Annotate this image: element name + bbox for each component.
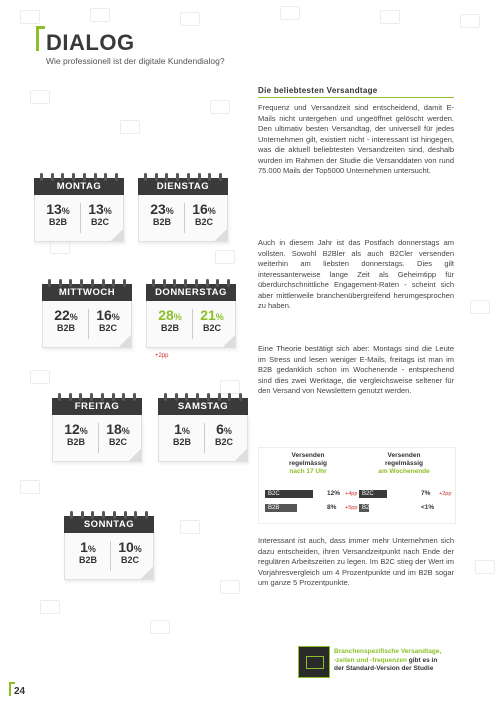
calendar-donnerstag: [146, 284, 236, 359]
b2c-label: B2C: [90, 217, 109, 227]
b2c-value: 16%: [192, 201, 216, 217]
envelope-icon: [298, 646, 330, 678]
b2b-label: B2B: [152, 217, 171, 227]
paragraph-3: Eine Theorie bestätigt sich aber: Montags sind die Leute im Stress und lesen weniger E-Mails, freitags ist man im B2B gedanklich schon im Wochenende - entsprechend sind dies zwei Werktage, die vergleichsweise seltener für den Versand von Newslettern genutzt werden.: [258, 344, 454, 395]
title-bracket: [36, 26, 45, 51]
b2b-value: 22%: [54, 307, 78, 323]
stat-bar: B2B: [359, 504, 369, 512]
b2b-value: 23%: [150, 201, 174, 217]
b2c-value: 13%: [88, 201, 112, 217]
b2c-label: B2C: [98, 323, 117, 333]
b2b-value: 1%: [174, 421, 190, 437]
page-title: DIALOG: [46, 30, 135, 55]
stats-left-title: Versenden regelmässig nach 17 Uhr: [289, 452, 327, 475]
b2c-label: B2C: [214, 437, 233, 447]
stat-value: 8%: [327, 504, 337, 511]
b2c-label: B2C: [120, 555, 139, 565]
calendar-day-label: SONNTAG: [64, 516, 154, 533]
b2c-label: B2C: [202, 323, 221, 333]
calendar-day-label: FREITAG: [52, 398, 142, 415]
b2b-label: B2B: [56, 323, 75, 333]
b2b-label: B2B: [78, 555, 97, 565]
b2b-label: B2B: [172, 437, 191, 447]
stat-value: <1%: [421, 504, 435, 511]
stats-panel: [258, 447, 456, 524]
b2b-label: B2B: [48, 217, 67, 227]
stat-delta: +2pp: [439, 491, 452, 497]
b2c-label: B2C: [108, 437, 127, 447]
teaser-text: Branchenspezifische Versandtage, -zeiten und -frequenzen gibt es in der Standard-Version der Studie: [334, 648, 442, 672]
b2c-value: 10%: [118, 539, 142, 555]
section-heading: Die beliebtesten Versandtage: [258, 86, 378, 95]
calendar-day-label: DIENSTAG: [138, 178, 228, 195]
calendar-day-label: SAMSTAG: [158, 398, 248, 415]
b2c-value: 21%: [200, 307, 224, 323]
study-teaser: [298, 646, 454, 678]
b2c-value: 18%: [106, 421, 130, 437]
calendar-day-label: MITTWOCH: [42, 284, 132, 301]
b2b-label: B2B: [66, 437, 85, 447]
calendar-mittwoch: [42, 284, 132, 348]
stat-bar: B2C: [265, 490, 313, 498]
stat-delta: +4pp: [345, 491, 358, 497]
calendar-montag: [34, 178, 124, 242]
page-number: 24: [14, 686, 26, 697]
paragraph-4: Interessant ist auch, dass immer mehr Unternehmen sich dazu entscheiden, ihren Versandzeitpunkt nach Ende der regulären Arbeitszeiten zu legen. Im B2C stieg der Wert im Vorjahresvergleich um 4 Prozentpunkte und im B2B sogar um ganze 5 Prozentpunkte.: [258, 536, 454, 587]
calendar-dienstag: [138, 178, 228, 242]
paragraph-2: Auch in diesem Jahr ist das Postfach donnerstags am vollsten. Sowohl B2Bler als auch B2Cler versenden weiterhin am liebsten donnerstags. Dies gilt interessanterweise lange Zeit als Geheimtipp für überdurchschnittliche Engagement-Raten - scheint sich aber mittlerweile branchenübergreifend herumgesprochen zu haben.: [258, 238, 454, 310]
stat-delta: +5pp: [345, 505, 358, 511]
calendar-freitag: [52, 398, 142, 462]
paragraph-1: Frequenz und Versandzeit sind entscheidend, damit E-Mails nicht untergehen und ungeöffnet gelöscht werden. Den ultimativ besten Versandtag, der universell für jedes Unternehmen gilt, existiert nicht - interessant ist hingegen, was die aktuell beliebtesten Versandzeiten sind, deshalb wurden im Rahmen der Studie die Versanddaten von rund 75.000 Mails der Top5000 Unternehmen untersucht.: [258, 103, 454, 175]
calendar-day-label: MONTAG: [34, 178, 124, 195]
b2b-label: B2B: [160, 323, 179, 333]
stats-right-title: Versenden regelmässig am Wochenende: [378, 452, 430, 475]
calendar-samstag: [158, 398, 248, 462]
stat-bar: B2C: [359, 490, 387, 498]
heading-divider: [258, 97, 454, 98]
stat-value: 7%: [421, 490, 431, 497]
calendar-day-label: DONNERSTAG: [146, 284, 236, 301]
b2b-value: 28%: [158, 307, 182, 323]
b2b-value: 13%: [46, 201, 70, 217]
b2c-value: 16%: [96, 307, 120, 323]
b2c-value: 6%: [216, 421, 232, 437]
stat-value: 12%: [327, 490, 341, 497]
change-note: +2pp: [155, 353, 169, 359]
calendar-sonntag: [64, 516, 154, 580]
stat-bar: B2B: [265, 504, 297, 512]
b2b-value: 1%: [80, 539, 96, 555]
b2b-value: 12%: [64, 421, 88, 437]
page-subtitle: Wie professionell ist der digitale Kundendialog?: [46, 56, 225, 66]
b2c-label: B2C: [194, 217, 213, 227]
